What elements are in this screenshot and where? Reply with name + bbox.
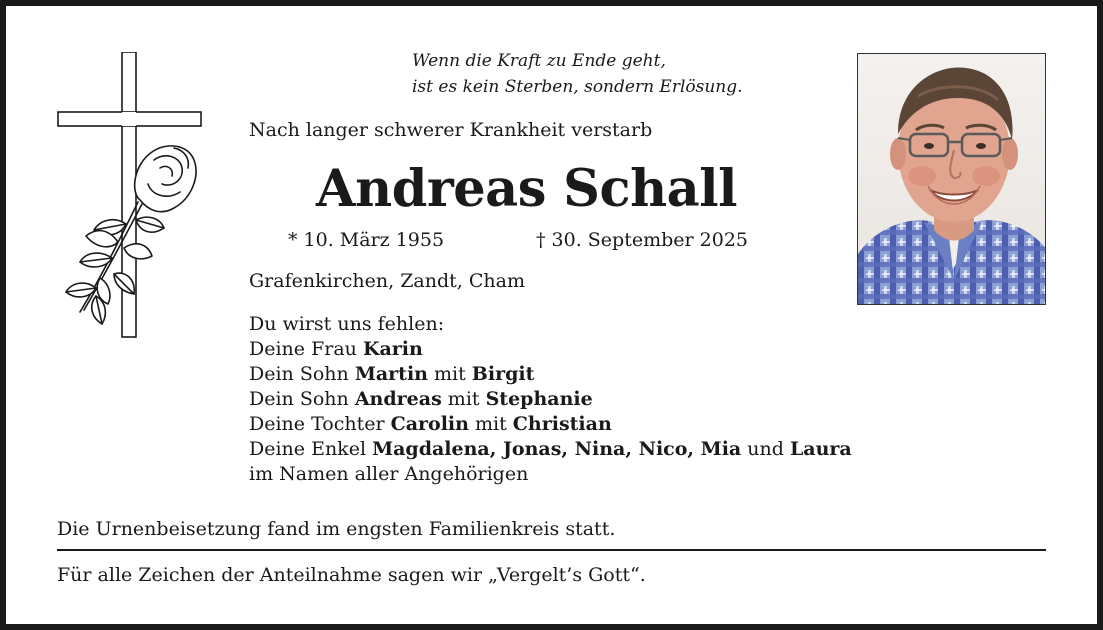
relation-label: Dein Sohn bbox=[249, 363, 355, 385]
mourner-name: Karin bbox=[362, 338, 423, 360]
mourner-partner-name: Birgit bbox=[471, 363, 535, 385]
cross-with-rose-icon bbox=[56, 52, 206, 342]
mourners-closing: im Namen aller Angehörigen bbox=[249, 463, 529, 485]
connector-text: mit bbox=[427, 363, 472, 385]
mourner-name: Magdalena, Jonas, Nina, Nico, Mia bbox=[372, 438, 742, 460]
mourner-wife bbox=[249, 337, 852, 362]
mourner-grandchildren bbox=[249, 437, 852, 462]
connector-text: mit bbox=[468, 413, 513, 435]
mourner-daughter bbox=[249, 412, 852, 437]
connector-text: mit bbox=[441, 388, 486, 410]
mourner-son-1 bbox=[249, 362, 852, 387]
birth-date: * 10. März 1955 bbox=[288, 229, 445, 251]
mourner-name: Carolin bbox=[390, 413, 469, 435]
divider-line bbox=[57, 549, 1046, 551]
deceased-name: Andreas Schall bbox=[316, 159, 737, 219]
mourner-partner-name: Christian bbox=[512, 413, 612, 435]
intro-text: Nach langer schwerer Krankheit verstarb bbox=[249, 119, 653, 141]
connector-text: und bbox=[741, 438, 790, 460]
mourner-name: Laura bbox=[789, 438, 852, 460]
mourner-name: Andreas bbox=[354, 388, 442, 410]
thanks-note: Für alle Zeichen der Anteilnahme sagen wir „Vergelt’s Gott“. bbox=[57, 564, 646, 586]
portrait-image bbox=[858, 54, 1046, 305]
burial-note: Die Urnenbeisetzung fand im engsten Familienkreis statt. bbox=[57, 518, 616, 540]
mourner-partner-name: Stephanie bbox=[485, 388, 593, 410]
quote-line-2: ist es kein Sterben, sondern Erlösung. bbox=[412, 77, 743, 97]
relation-label: Deine Enkel bbox=[249, 438, 373, 460]
mourner-name: Martin bbox=[354, 363, 428, 385]
quote-line-1: Wenn die Kraft zu Ende geht, bbox=[412, 51, 666, 71]
death-date: † 30. September 2025 bbox=[536, 229, 748, 251]
relation-label: Deine Frau bbox=[249, 338, 363, 360]
portrait-photo bbox=[857, 53, 1046, 305]
mourners-list bbox=[249, 312, 852, 487]
relation-label: Deine Tochter bbox=[249, 413, 391, 435]
mourner-son-2 bbox=[249, 387, 852, 412]
relation-label: Dein Sohn bbox=[249, 388, 355, 410]
places-text: Grafenkirchen, Zandt, Cham bbox=[249, 270, 525, 292]
mourners-opening: Du wirst uns fehlen: bbox=[249, 313, 445, 335]
